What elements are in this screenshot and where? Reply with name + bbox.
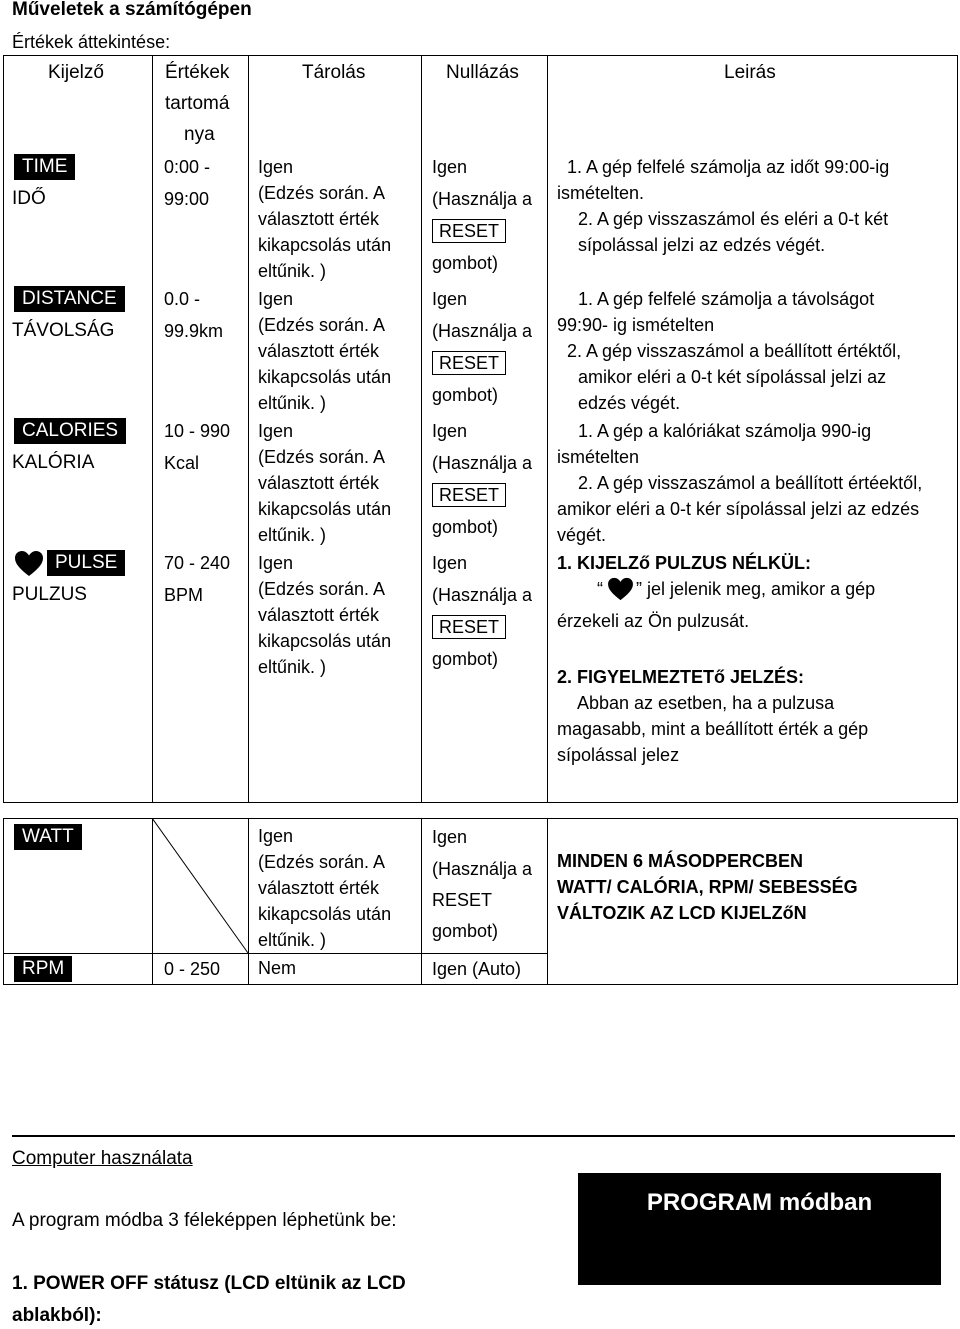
time-desc: ismételten. (557, 183, 645, 203)
pulse-store: eltűnik. ) (258, 657, 327, 677)
table2-row-divider (3, 953, 548, 954)
table2-top-border (3, 818, 958, 819)
col-divider (547, 818, 548, 985)
subtitle: Értékek áttekintése: (12, 32, 171, 52)
calories-store: Igen (258, 421, 294, 441)
reset-button-label: RESET (432, 219, 506, 243)
header-range-1: Értékek (165, 62, 230, 83)
time-store: kikapcsolás után (258, 235, 392, 255)
calories-label: CALORIES (14, 418, 126, 444)
col-divider (547, 55, 548, 803)
distance-reset: (Használja a (432, 321, 533, 341)
header-range-3: nya (184, 124, 215, 145)
reset-button-label: RESET (432, 615, 506, 639)
calories-store: (Edzés során. A (258, 447, 386, 467)
calories-range-1: 10 - 990 (164, 421, 231, 441)
distance-desc: 2. A gép visszaszámol a beállított értéktől, (567, 341, 902, 361)
table2-right-border (957, 818, 958, 985)
pulse-desc-text: Abban az esetben, ha a pulzusa (577, 693, 835, 713)
watt-label: WATT (14, 824, 82, 850)
col-divider (421, 818, 422, 985)
section-text: A program módba 3 féleképpen léphetünk be: (12, 1210, 397, 1231)
time-desc: sípolással jelzi az edzés végét. (578, 235, 826, 255)
watt-reset: RESET (432, 890, 493, 910)
time-label: TIME (14, 154, 75, 180)
distance-name: TÁVOLSÁG (12, 320, 115, 341)
watt-desc: MINDEN 6 MÁSODPERCBEN (557, 851, 804, 871)
distance-store: eltűnik. ) (258, 393, 327, 413)
watt-store: (Edzés során. A (258, 852, 386, 872)
calories-reset: gombot) (432, 517, 499, 537)
watt-store: Igen (258, 826, 294, 846)
calories-store: kikapcsolás után (258, 499, 392, 519)
calories-desc: végét. (557, 525, 607, 545)
distance-store: (Edzés során. A (258, 315, 386, 335)
calories-reset: Igen (432, 421, 468, 441)
distance-desc: edzés végét. (578, 393, 681, 413)
distance-store: választott érték (258, 341, 380, 361)
header-description: Leirás (724, 62, 776, 83)
program-mode-box (578, 1173, 941, 1285)
calories-desc: 2. A gép visszaszámol a beállított értéektől, (578, 473, 923, 493)
table-left-border (3, 55, 4, 803)
table2-bottom-border (3, 984, 958, 985)
calories-desc: amikor eléri a 0-t kér sípolással jelzi az edzés (557, 499, 920, 519)
empty-cell-diagonal (152, 818, 249, 954)
pulse-label: PULSE (47, 550, 125, 576)
calories-store: eltűnik. ) (258, 525, 327, 545)
table-bottom-border (3, 802, 958, 803)
table-right-border (957, 55, 958, 803)
distance-range-2: 99.9km (164, 321, 224, 341)
time-reset: (Használja a (432, 189, 533, 209)
time-reset: Igen (432, 157, 468, 177)
time-store: választott érték (258, 209, 380, 229)
table2-left-border (3, 818, 4, 985)
rpm-store: Nem (258, 958, 297, 978)
program-mode-text: PROGRAM módban (646, 1189, 873, 1216)
header-reset: Nullázás (446, 62, 519, 83)
heart-icon (607, 577, 634, 601)
rpm-range: 0 - 250 (164, 959, 221, 979)
reset-button-label: RESET (432, 351, 506, 375)
pulse-desc-text: ” jel jelenik meg, amikor a gép (636, 579, 876, 599)
section-step: 1. POWER OFF státusz (LCD eltünik az LCD (12, 1273, 406, 1294)
pulse-desc-text: magasabb, mint a beállított érték a gép (557, 719, 869, 739)
header-store: Tárolás (302, 62, 366, 83)
section-divider (12, 1135, 955, 1137)
distance-label: DISTANCE (14, 286, 125, 312)
pulse-range-1: 70 - 240 (164, 553, 231, 573)
section-step: ablakból): (12, 1305, 102, 1326)
distance-range-1: 0.0 - (164, 289, 201, 309)
calories-reset: (Használja a (432, 453, 533, 473)
time-store: eltűnik. ) (258, 261, 327, 281)
distance-reset: gombot) (432, 385, 499, 405)
pulse-desc-heading-2: 2. FIGYELMEZTETő JELZÉS: (557, 667, 805, 687)
pulse-reset: Igen (432, 553, 468, 573)
calories-range-2: Kcal (164, 453, 200, 473)
section-heading: Computer használata (12, 1148, 193, 1169)
header-range-2: tartomá (165, 93, 230, 114)
time-range-2: 99:00 (164, 189, 210, 209)
pulse-desc-text: sípolással jelez (557, 745, 680, 765)
pulse-name: PULZUS (12, 584, 87, 605)
pulse-desc-heading-1: 1. KIJELZő PULZUS NÉLKÜL: (557, 553, 812, 573)
pulse-reset: (Használja a (432, 585, 533, 605)
distance-desc: 1. A gép felfelé számolja a távolságot (578, 289, 875, 309)
col-divider (152, 55, 153, 803)
distance-reset: Igen (432, 289, 468, 309)
pulse-store: (Edzés során. A (258, 579, 386, 599)
reset-button-label: RESET (432, 483, 506, 507)
pulse-store: választott érték (258, 605, 380, 625)
watt-store: választott érték (258, 878, 380, 898)
heart-icon (14, 550, 44, 577)
table-top-border (3, 55, 958, 56)
distance-store: kikapcsolás után (258, 367, 392, 387)
time-store: Igen (258, 157, 294, 177)
pulse-store: kikapcsolás után (258, 631, 392, 651)
calories-name: KALÓRIA (12, 452, 95, 473)
distance-store: Igen (258, 289, 294, 309)
watt-reset: gombot) (432, 921, 499, 941)
col-divider (421, 55, 422, 803)
time-store: (Edzés során. A (258, 183, 386, 203)
calories-desc: ismételten (557, 447, 640, 467)
distance-desc: 99:90- ig ismételten (557, 315, 715, 335)
time-reset: gombot) (432, 253, 499, 273)
pulse-range-2: BPM (164, 585, 204, 605)
pulse-store: Igen (258, 553, 294, 573)
watt-store: eltűnik. ) (258, 930, 327, 950)
page-title: Műveletek a számítógépen (12, 0, 252, 20)
time-range-1: 0:00 - (164, 157, 211, 177)
watt-desc: WATT/ CALÓRIA, RPM/ SEBESSÉG (557, 877, 858, 897)
col-divider (248, 55, 249, 803)
rpm-label: RPM (14, 956, 72, 982)
rpm-reset: Igen (Auto) (432, 959, 522, 979)
watt-reset: (Használja a (432, 859, 533, 879)
distance-desc: amikor eléri a 0-t két sípolással jelzi az (578, 367, 887, 387)
pulse-reset: gombot) (432, 649, 499, 669)
watt-store: kikapcsolás után (258, 904, 392, 924)
watt-reset: Igen (432, 827, 468, 847)
time-name: IDŐ (12, 188, 46, 209)
header-display: Kijelző (48, 62, 104, 83)
time-desc: 1. A gép felfelé számolja az időt 99:00-ig (567, 157, 890, 177)
pulse-desc-quote-open: “ (597, 579, 603, 599)
time-desc: 2. A gép visszaszámol és eléri a 0-t két (578, 209, 889, 229)
calories-desc: 1. A gép a kalóriákat számolja 990-ig (578, 421, 872, 441)
watt-desc: VÁLTOZIK AZ LCD KIJELZőN (557, 903, 807, 923)
calories-store: választott érték (258, 473, 380, 493)
pulse-desc-text: érzekeli az Ön pulzusát. (557, 611, 750, 631)
